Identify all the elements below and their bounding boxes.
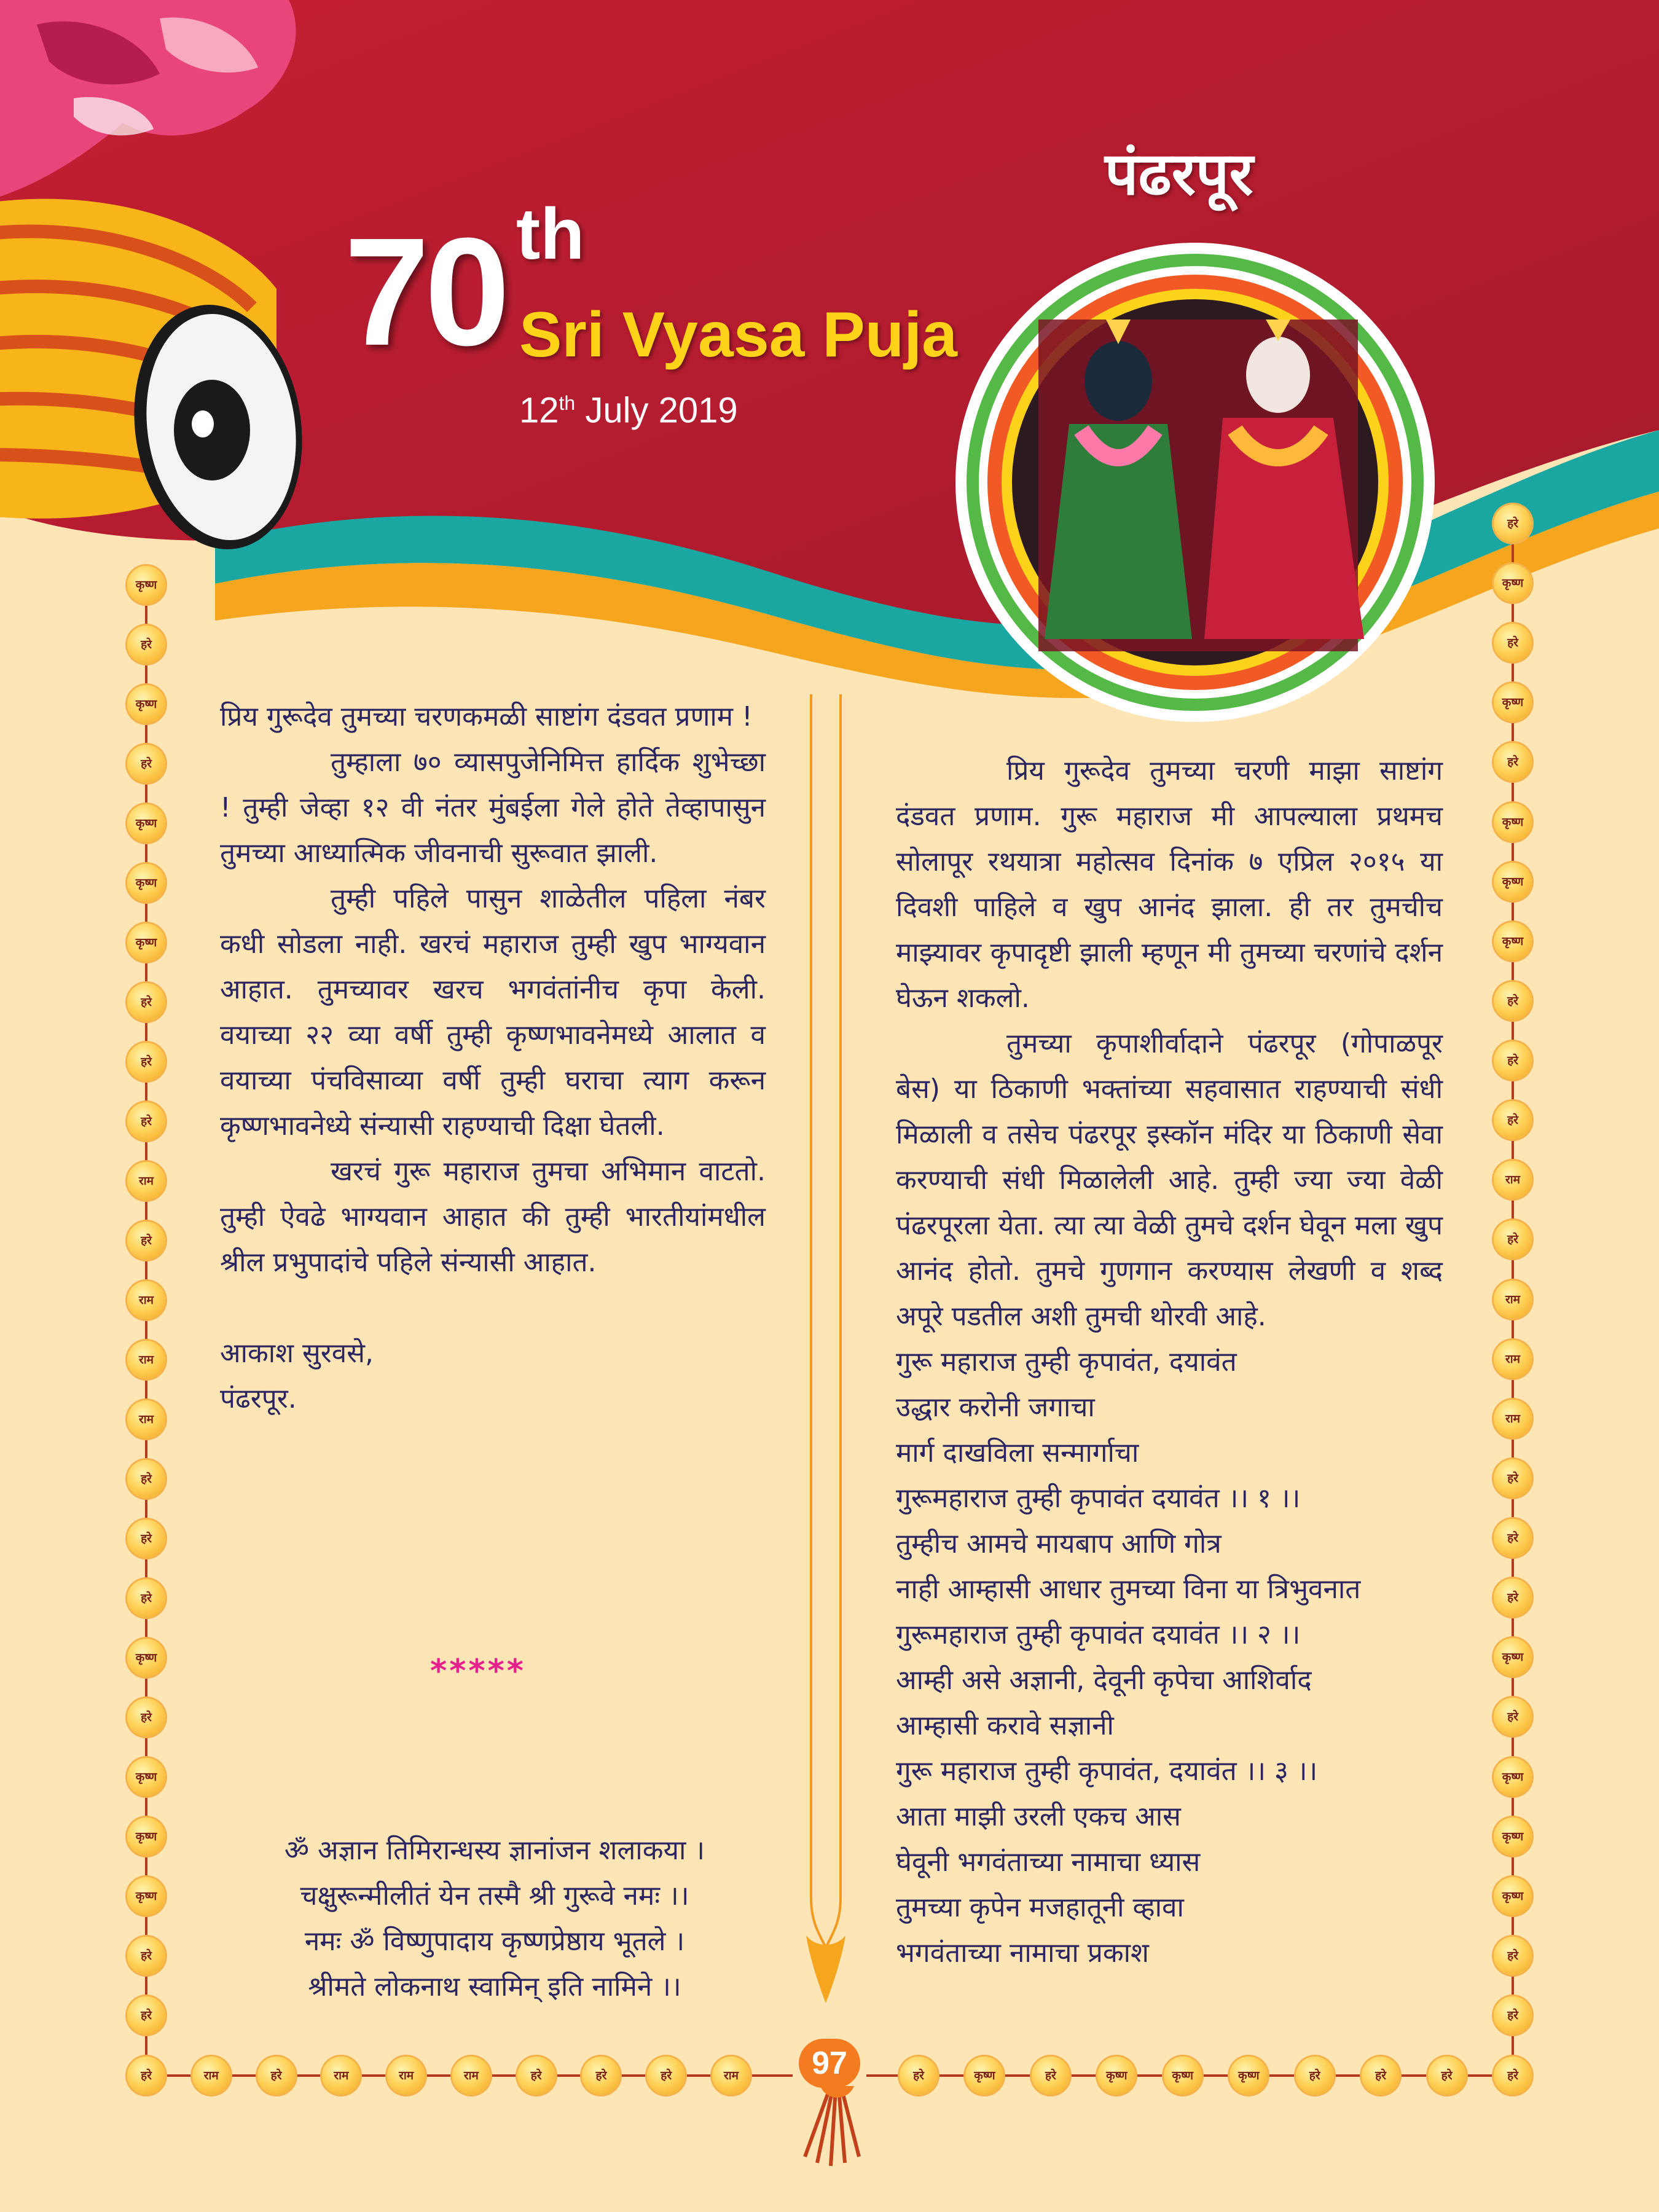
poem-line: गुरू महाराज तुम्ही कृपावंत, दयावंत xyxy=(896,1346,1237,1378)
chant-bead: कृष्ण xyxy=(1494,922,1532,960)
chant-bead: हरे xyxy=(647,2057,685,2095)
poem-line: गुरूमहाराज तुम्ही कृपावंत दयावंत ।। २ ।। xyxy=(896,1619,1301,1650)
chant-bead: कृष्ण xyxy=(127,1758,165,1796)
chant-bead: हरे xyxy=(1494,1041,1532,1080)
chant-bead: राम xyxy=(387,2057,425,2095)
chant-bead: हरे xyxy=(257,2057,296,2095)
poem-line: घेवूनी भगवंताच्या नामाचा ध्यास xyxy=(896,1846,1201,1878)
chant-bead: कृष्ण xyxy=(1494,1758,1532,1796)
chant-bead: हरे xyxy=(127,1579,165,1617)
chant-bead: कृष्ण xyxy=(1494,683,1532,721)
chant-bead: कृष्ण xyxy=(1097,2057,1135,2095)
chant-bead: हरे xyxy=(127,983,165,1021)
chant-bead: हरे xyxy=(127,1043,165,1081)
chant-bead: कृष्ण xyxy=(1494,1877,1532,1915)
chant-bead: हरे xyxy=(127,1937,165,1975)
poem xyxy=(896,1339,1443,1976)
chant-bead: कृष्ण xyxy=(127,924,165,962)
poem-line: आम्हासी करावे सज्ञानी xyxy=(896,1710,1114,1741)
chant-bead: कृष्ण xyxy=(965,2057,1003,2095)
chant-bead: हरे xyxy=(1494,743,1532,781)
city-title: पंढरपूर xyxy=(1105,139,1253,208)
chant-bead: कृष्ण xyxy=(127,685,165,723)
chant-bead: हरे xyxy=(127,2057,165,2095)
poem-line: नाही आम्हासी आधार तुमच्या विना या त्रिभुवनात xyxy=(896,1574,1361,1605)
right-paragraph-2: तुमच्या कृपाशीर्वादाने पंढरपूर (गोपाळपूर बेस) या ठिकाणी भक्तांच्या सहवासात राहण्याची संधी मिळाली व तसेच पंढरपूर इस्कॉन मंदिर या ठिकाणी सेवा करण्याची संधी मिळालेली आहे. तुम्ही ज्या ज्या वेळी पंढरपूरला येता. त्या त्या वेळी तुमचे दर्शन घेवून मला खुप आनंद होतो. तुमचे गुणगान करण्यास लेखणी व शब्द अपूरे पडतील अशी तुमची थोरवी आहे. xyxy=(896,1028,1443,1332)
page-number: 97 xyxy=(799,2039,860,2088)
chant-bead: हरे xyxy=(127,1520,165,1558)
left-paragraph-1: प्रिय गुरूदेव तुमच्या चरणकमळी साष्टांग दंडवत प्रणाम ! xyxy=(220,701,753,732)
chant-bead: कृष्ण xyxy=(1494,803,1532,841)
signature-name: आकाश सुरवसे, xyxy=(220,1338,374,1369)
left-paragraph-3: तुम्ही पहिले पासुन शाळेतील पहिला नंबर कधी सोडला नाही. खरचं महाराज तुम्ही खुप भाग्यवान आहात. तुमच्यावर खरच भगवंतांनीच कृपा केली. वयाच्या २२ व्या वर्षी तुम्ही कृष्णभावनेमध्ये आलात व वयाच्या पंचविसाव्या वर्षी तुम्ही घराचा त्याग करून कृष्णभावनेध्ये संन्यासी राहण्याची दिक्षा घेतली. xyxy=(220,883,766,1142)
chant-bead: राम xyxy=(192,2057,230,2095)
anniversary-ordinal: th xyxy=(516,194,585,275)
chant-bead: कृष्ण xyxy=(1230,2057,1268,2095)
chant-bead: कृष्ण xyxy=(127,1818,165,1856)
right-letter xyxy=(896,748,1443,1976)
deity-medallion xyxy=(955,243,1435,722)
tassel xyxy=(805,2089,859,2166)
stars-divider: ***** xyxy=(430,1653,526,1690)
chant-bead: राम xyxy=(127,1341,165,1379)
chant-bead: हरे xyxy=(1494,2057,1532,2095)
chant-bead: कृष्ण xyxy=(1494,564,1532,602)
chant-bead: राम xyxy=(1494,1161,1532,1199)
chant-bead: कृष्ण xyxy=(1494,1638,1532,1676)
chant-bead: हरे xyxy=(1494,1937,1532,1975)
chant-bead: हरे xyxy=(127,626,165,664)
poem-line: तुम्हीच आमचे मायबाप आणि गोत्र xyxy=(896,1528,1222,1559)
chant-bead: राम xyxy=(1494,1340,1532,1378)
chant-bead: हरे xyxy=(1494,1996,1532,2034)
chant-bead: हरे xyxy=(127,1102,165,1140)
chant-bead: हरे xyxy=(1494,1519,1532,1557)
poem-line: गुरू महाराज तुम्ही कृपावंत, दयावंत ।। ३ ।। xyxy=(896,1755,1318,1787)
chant-bead: कृष्ण xyxy=(127,1877,165,1915)
chant-bead: हरे xyxy=(127,745,165,783)
mantra-line: नमः ॐ विष्णुपादाय कृष्णप्रेष्ठाय भूतले । xyxy=(304,1926,685,1957)
signature-place: पंढरपूर. xyxy=(220,1383,297,1414)
chant-bead: हरे xyxy=(1428,2057,1466,2095)
poem-line: तुमच्या कृपेन मजहातूनी व्हावा xyxy=(896,1892,1184,1923)
chant-bead: राम xyxy=(1494,1281,1532,1319)
mantra-line: ॐ अज्ञान तिमिरान्धस्य ज्ञानांजन शलाकया । xyxy=(284,1835,705,1866)
chant-bead: कृष्ण xyxy=(127,1639,165,1677)
chant-bead: हरे xyxy=(1494,1698,1532,1736)
left-paragraph-2: तुम्हाला ७० व्यासपुजेनिमित्त हार्दिक शुभेच्छा ! तुम्ही जेव्हा १२ वी नंतर मुंबईला गेले होते तेव्हापासुन तुमच्या आध्यात्मिक जीवनाची सुरूवात झाली. xyxy=(220,747,766,869)
chant-bead: कृष्ण xyxy=(127,864,165,902)
chant-bead: राम xyxy=(127,1400,165,1438)
chant-bead: हरे xyxy=(1494,1579,1532,1617)
chant-bead: हरे xyxy=(1296,2057,1334,2095)
chant-bead: कृष्ण xyxy=(1494,863,1532,901)
chant-bead: हरे xyxy=(900,2057,938,2095)
poem-line: उद्धार करोनी जगाचा xyxy=(896,1392,1095,1423)
chant-bead: हरे xyxy=(1494,1101,1532,1139)
chant-bead: राम xyxy=(322,2057,360,2095)
poem-line: आता माझी उरली एकच आस xyxy=(896,1801,1181,1832)
guru-mantra xyxy=(203,1828,786,2010)
chant-bead: राम xyxy=(452,2057,490,2095)
chant-bead: कृष्ण xyxy=(127,804,165,842)
chant-bead: हरे xyxy=(1494,982,1532,1020)
poem-line: मार्ग दाखविला सन्मार्गाचा xyxy=(896,1437,1139,1469)
chant-bead: हरे xyxy=(127,1460,165,1498)
chant-bead: हरे xyxy=(582,2057,620,2095)
chant-bead: हरे xyxy=(1032,2057,1070,2095)
event-date: 12th July 2019 xyxy=(519,390,738,431)
mantra-line: श्रीमते लोकनाथ स्वामिन् इति नामिने ।। xyxy=(308,1971,681,2002)
anniversary-number: 70 xyxy=(344,206,506,377)
poem-line: गुरूमहाराज तुम्ही कृपावंत दयावंत ।। १ ।। xyxy=(896,1483,1301,1514)
chant-bead: हरे xyxy=(1494,504,1532,543)
right-paragraph-1: प्रिय गुरूदेव तुमच्या चरणी माझा साष्टांग दंडवत प्रणाम. गुरू महाराज मी आपल्याला प्रथमच सोलापूर रथयात्रा महोत्सव दिनांक ७ एप्रिल २०१५ या दिवशी पाहिले व खुप आनंद झाला. ही तर तुमचीच माझ्यावर कृपादृष्टी झाली म्हणून मी तुमच्या चरणांचे दर्शन घेऊन शकलो. xyxy=(896,755,1443,1014)
chant-bead: कृष्ण xyxy=(1494,1818,1532,1856)
mantra-line: चक्षुरून्मीलीतं येन तस्मै श्री गुरूवे नमः ।। xyxy=(300,1880,689,1912)
left-paragraph-4: खरचं गुरू महाराज तुमचा अभिमान वाटतो. तुम्ही ऐवढे भाग्यवान आहात की तुम्ही भारतीयांमधील श्रील प्रभुपादांचे पहिले संन्यासी आहात. xyxy=(220,1156,766,1278)
chant-bead: हरे xyxy=(1494,1220,1532,1258)
poem-line: भगवंताच्या नामाचा प्रकाश xyxy=(896,1937,1149,1969)
chant-bead: हरे xyxy=(127,1222,165,1260)
chant-bead: राम xyxy=(1494,1400,1532,1438)
center-divider xyxy=(806,694,845,2003)
event-title: Sri Vyasa Puja xyxy=(519,299,958,371)
chant-bead: हरे xyxy=(1494,1459,1532,1497)
chant-bead: हरे xyxy=(1362,2057,1400,2095)
poem-line: आम्ही असे अज्ञानी, देवूनी कृपेचा आशिर्वाद xyxy=(896,1665,1312,1696)
chant-bead: हरे xyxy=(127,1698,165,1736)
chant-bead: राम xyxy=(127,1281,165,1319)
chant-bead: कृष्ण xyxy=(127,566,165,604)
chant-bead: हरे xyxy=(127,1996,165,2034)
left-letter xyxy=(220,694,766,1422)
chant-bead: कृष्ण xyxy=(1164,2057,1202,2095)
chant-bead: हरे xyxy=(517,2057,555,2095)
chant-bead: हरे xyxy=(1494,624,1532,662)
chant-bead: राम xyxy=(712,2057,750,2095)
chant-bead: राम xyxy=(127,1162,165,1200)
